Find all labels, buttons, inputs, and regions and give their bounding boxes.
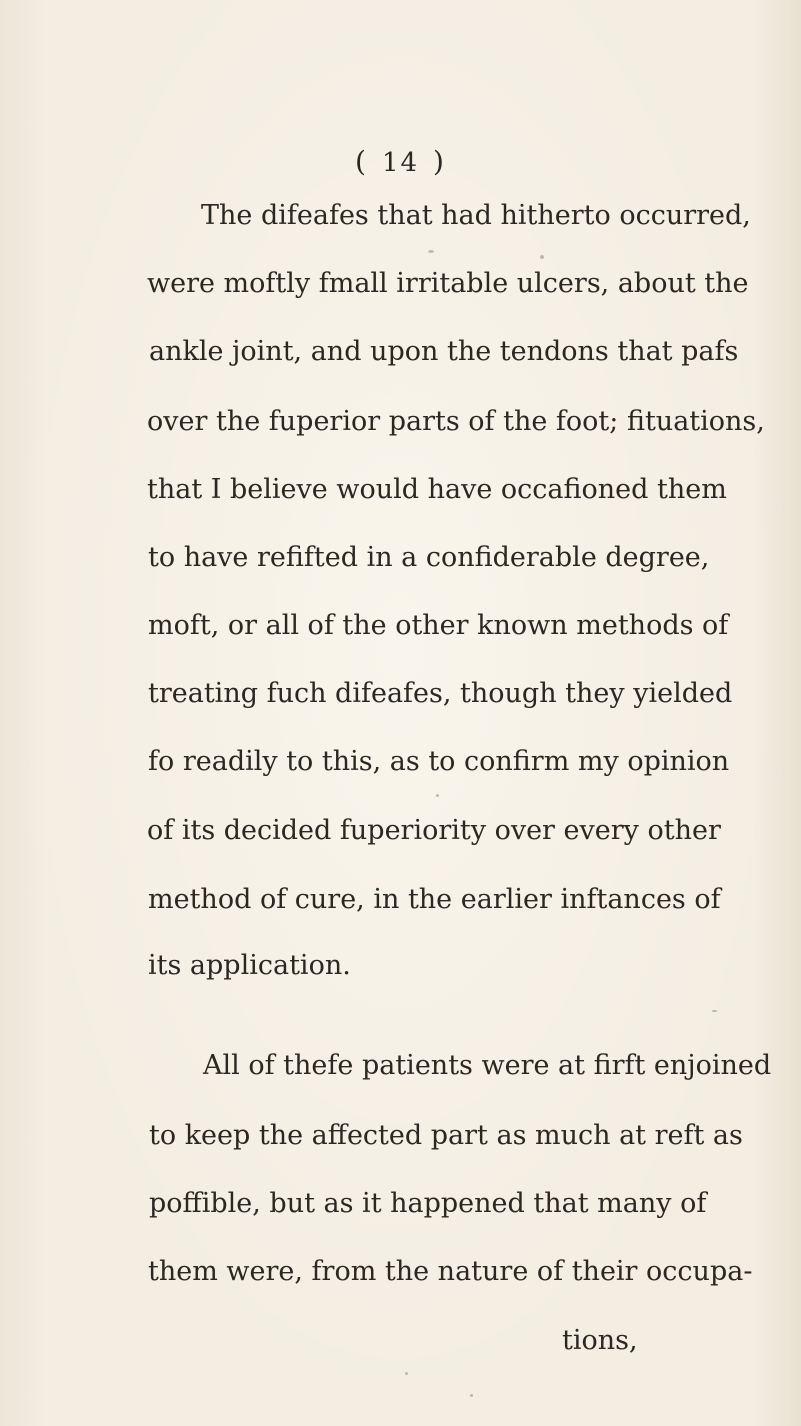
paper-speck — [405, 1372, 408, 1375]
text-line-8: treating fuch difeafes, though they yielded — [148, 678, 733, 709]
text-line-10: of its decided fuperiority over every other — [147, 815, 721, 846]
text-line-5: that I believe would have occafioned them — [147, 474, 727, 505]
paper-speck — [436, 794, 439, 797]
text-line-7: moft, or all of the other known methods of — [148, 610, 729, 641]
text-line-15: poffible, but as it happened that many of — [149, 1188, 707, 1219]
paper-speck — [540, 255, 544, 259]
text-line-16: them were, from the nature of their occupa- — [148, 1256, 753, 1287]
text-line-12: its application. — [148, 950, 351, 981]
text-line-4: over the fuperior parts of the foot; fituations, — [147, 406, 765, 437]
text-line-14: to keep the affected part as much at reft as — [149, 1120, 743, 1151]
paper-speck — [428, 250, 434, 253]
catchword: tions, — [562, 1325, 638, 1356]
page-number-header — [0, 145, 801, 178]
text-line-1: The difeafes that had hitherto occurred, — [201, 200, 751, 231]
text-line-11: method of cure, in the earlier inftances of — [148, 884, 721, 915]
header-open-paren: ( — [355, 145, 368, 178]
text-line-9: fo readily to this, as to confirm my opinion — [148, 746, 730, 777]
header-close-paren: ) — [433, 145, 446, 178]
text-line-13: All of thefe patients were at firft enjoined — [203, 1050, 772, 1081]
page-number: 14 — [381, 148, 420, 178]
text-line-6: to have refifted in a confiderable degree, — [148, 542, 710, 573]
paper-speck — [712, 1010, 717, 1012]
paper-speck — [470, 1394, 473, 1397]
text-line-2: were moftly fmall irritable ulcers, about the — [147, 268, 749, 299]
text-line-3: ankle joint, and upon the tendons that pafs — [149, 336, 739, 367]
